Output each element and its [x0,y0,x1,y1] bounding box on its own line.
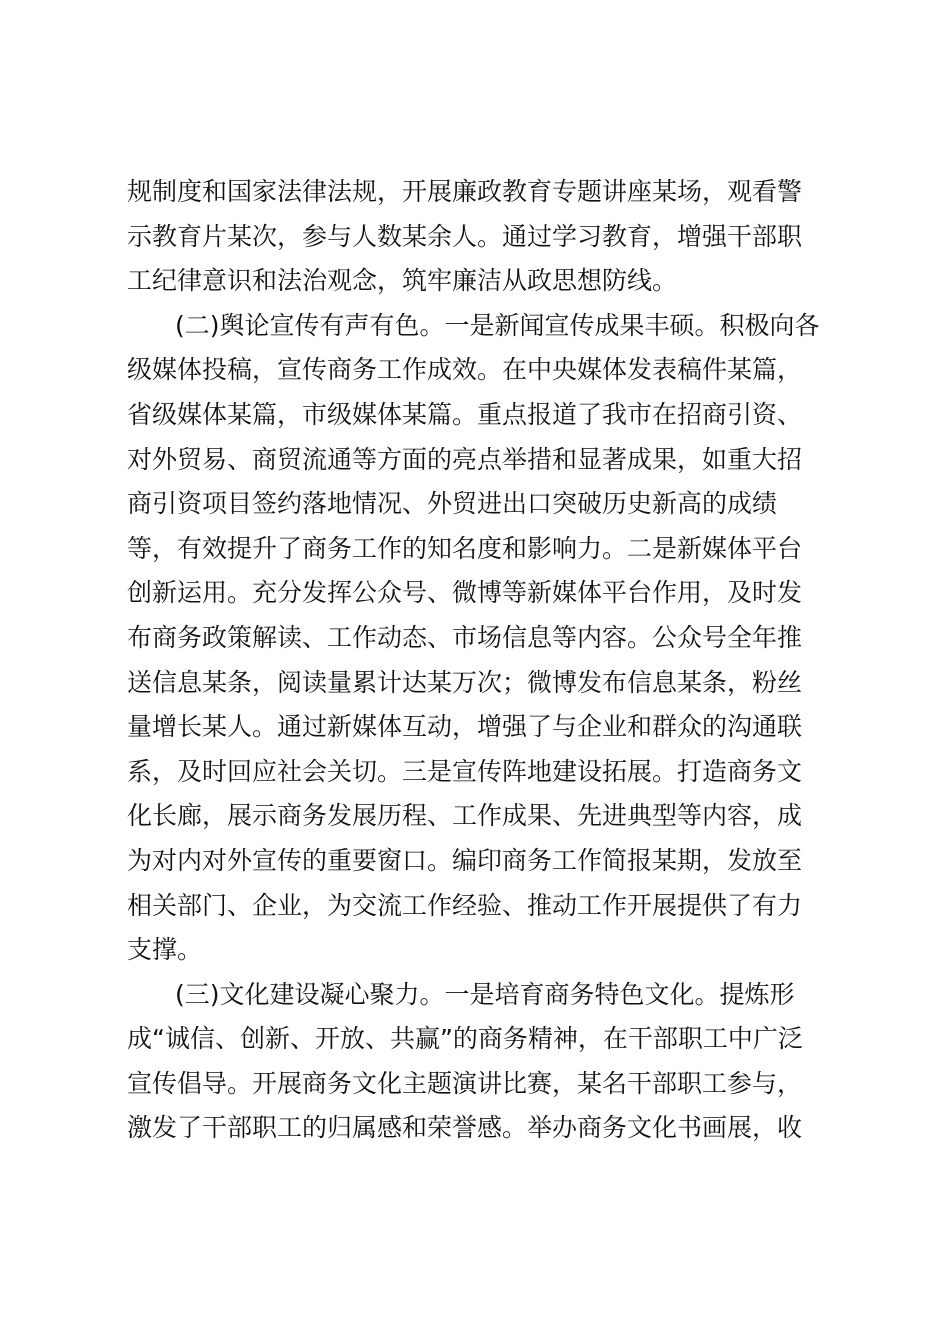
text-line: 省级媒体某篇，市级媒体某篇。重点报道了我市在招商引资、 [127,399,803,429]
text-line: 系，及时回应社会关切。三是宣传阵地建设拓展。打造商务文 [127,756,803,786]
text-line: 规制度和国家法律法规，开展廉政教育专题讲座某场，观看警 [127,177,803,206]
text-line: 量增长某人。通过新媒体互动，增强了与企业和群众的沟通联 [127,712,803,742]
text-line: 激发了干部职工的归属感和荣誉感。举办商务文化书画展，收 [127,1113,803,1143]
text-line: 示教育片某次，参与人数某余人。通过学习教育，增强干部职 [127,221,803,251]
text-line: 等，有效提升了商务工作的知名度和影响力。二是新媒体平台 [127,533,803,563]
text-line: 商引资项目签约落地情况、外贸进出口突破历史新高的成绩 [127,489,778,519]
text-line: 化长廊，展示商务发展历程、工作成果、先进典型等内容，成 [127,801,803,831]
text-line: 为对内对外宣传的重要窗口。编印商务工作简报某期，发放至 [127,845,803,875]
text-line: 工纪律意识和法治观念，筑牢廉洁从政思想防线。 [127,266,678,296]
text-line: 成“诚信、创新、开放、共赢”的商务精神，在干部职工中广泛 [127,1024,803,1054]
paragraph-first-line: (二)舆论宣传有声有色。一是新闻宣传成果丰硕。积极向各 [175,310,820,340]
document-body [127,170,827,1151]
text-line: 送信息某条，阅读量累计达某万次；微博发布信息某条，粉丝 [127,667,803,697]
text-line: 布商务政策解读、工作动态、市场信息等内容。公众号全年推 [127,622,803,652]
text-line: 支撑。 [127,935,203,965]
text-line: 相关部门、企业，为交流工作经验、推动工作开展提供了有力 [127,890,803,920]
text-line: 级媒体投稿，宣传商务工作成效。在中央媒体发表稿件某篇， [127,355,803,385]
text-line: 对外贸易、商贸流通等方面的亮点举措和显著成果，如重大招 [127,444,803,474]
paragraph-first-line: (三)文化建设凝心聚力。一是培育商务特色文化。提炼形 [175,979,795,1009]
text-line: 创新运用。充分发挥公众号、微博等新媒体平台作用，及时发 [127,578,803,608]
text-line: 宣传倡导。开展商务文化主题演讲比赛，某名干部职工参与， [127,1068,803,1098]
